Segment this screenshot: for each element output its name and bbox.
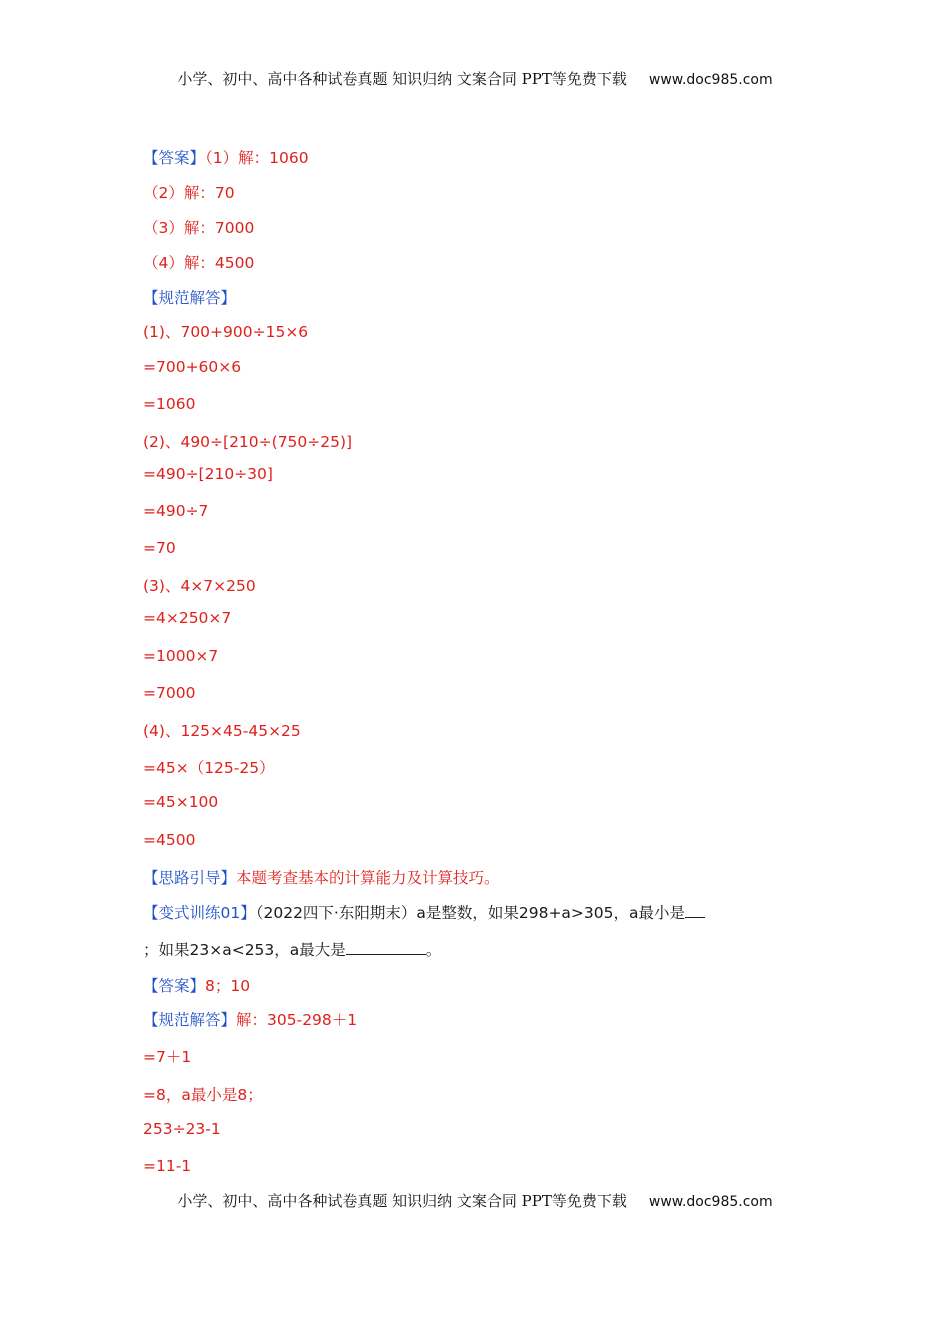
answer-line-2: （2）解：70: [143, 184, 235, 202]
solution-step: (3)、4×7×250: [143, 577, 256, 595]
solution-step: =490÷7: [143, 502, 209, 520]
variant-question: （2022四下·东阳期末）a是整数，如果298+a>305，a最小是: [255, 904, 685, 922]
answer-text: （1）解：1060: [205, 149, 309, 167]
footer-text: 小学、初中、高中各种试卷真题 知识归纳 文案合同 PPT等免费下载: [177, 1192, 627, 1210]
variant-answer-line: [143, 974, 250, 996]
page-header: [0, 68, 950, 89]
guide-text: 本题考查基本的计算能力及计算技巧。: [236, 869, 500, 887]
variant-question-line-1: [143, 901, 705, 923]
variant-question-line-2: [143, 938, 441, 960]
variant-step: =8，a最小是8；: [143, 1086, 263, 1104]
solution-step: (4)、125×45-45×25: [143, 722, 301, 740]
solution-step: =70: [143, 539, 176, 557]
answer-line-4: （4）解：4500: [143, 254, 255, 272]
solution-step: =1060: [143, 395, 196, 413]
header-url[interactable]: www.doc985.com: [648, 72, 773, 88]
variant-answer-tag: 【答案】: [143, 977, 206, 995]
solution-step: (1)、700+900÷15×6: [143, 323, 309, 341]
solution-step: =45×（125-25）: [143, 759, 275, 777]
page-footer: [0, 1190, 950, 1211]
answer-blank-2[interactable]: [346, 940, 426, 955]
variant-question-end: 。: [425, 941, 442, 959]
variant-answer-text: 8；10: [205, 977, 251, 995]
solution-step: =1000×7: [143, 647, 219, 665]
answer-tag: 【答案】: [143, 149, 206, 167]
solution-tag: 【规范解答】: [143, 289, 237, 307]
answer-line-1: [143, 146, 309, 168]
variant-step: =11-1: [143, 1157, 192, 1175]
guide-line: [143, 866, 500, 888]
solution-step: =490÷[210÷30]: [143, 465, 273, 483]
solution-step: (2)、490÷[210÷(750÷25)]: [143, 433, 353, 451]
footer-url[interactable]: www.doc985.com: [648, 1194, 773, 1210]
variant-solution-line: [143, 1008, 357, 1030]
variant-solution-text: 解：305-298＋1: [236, 1011, 358, 1029]
variant-step: 253÷23-1: [143, 1120, 221, 1138]
variant-solution-tag: 【规范解答】: [143, 1011, 237, 1029]
variant-question-cont: ；如果23×a<253，a最大是: [143, 941, 346, 959]
solution-step: =7000: [143, 684, 196, 702]
solution-step: =4500: [143, 831, 196, 849]
variant-step: =7＋1: [143, 1048, 192, 1066]
answer-line-3: （3）解：7000: [143, 219, 255, 237]
solution-step: =700+60×6: [143, 358, 242, 376]
header-text: 小学、初中、高中各种试卷真题 知识归纳 文案合同 PPT等免费下载: [177, 70, 627, 88]
guide-tag: 【思路引导】: [143, 869, 237, 887]
solution-step: =4×250×7: [143, 609, 232, 627]
answer-blank-1[interactable]: [685, 903, 705, 918]
solution-step: =45×100: [143, 793, 219, 811]
variant-tag: 【变式训练01】: [143, 904, 256, 922]
